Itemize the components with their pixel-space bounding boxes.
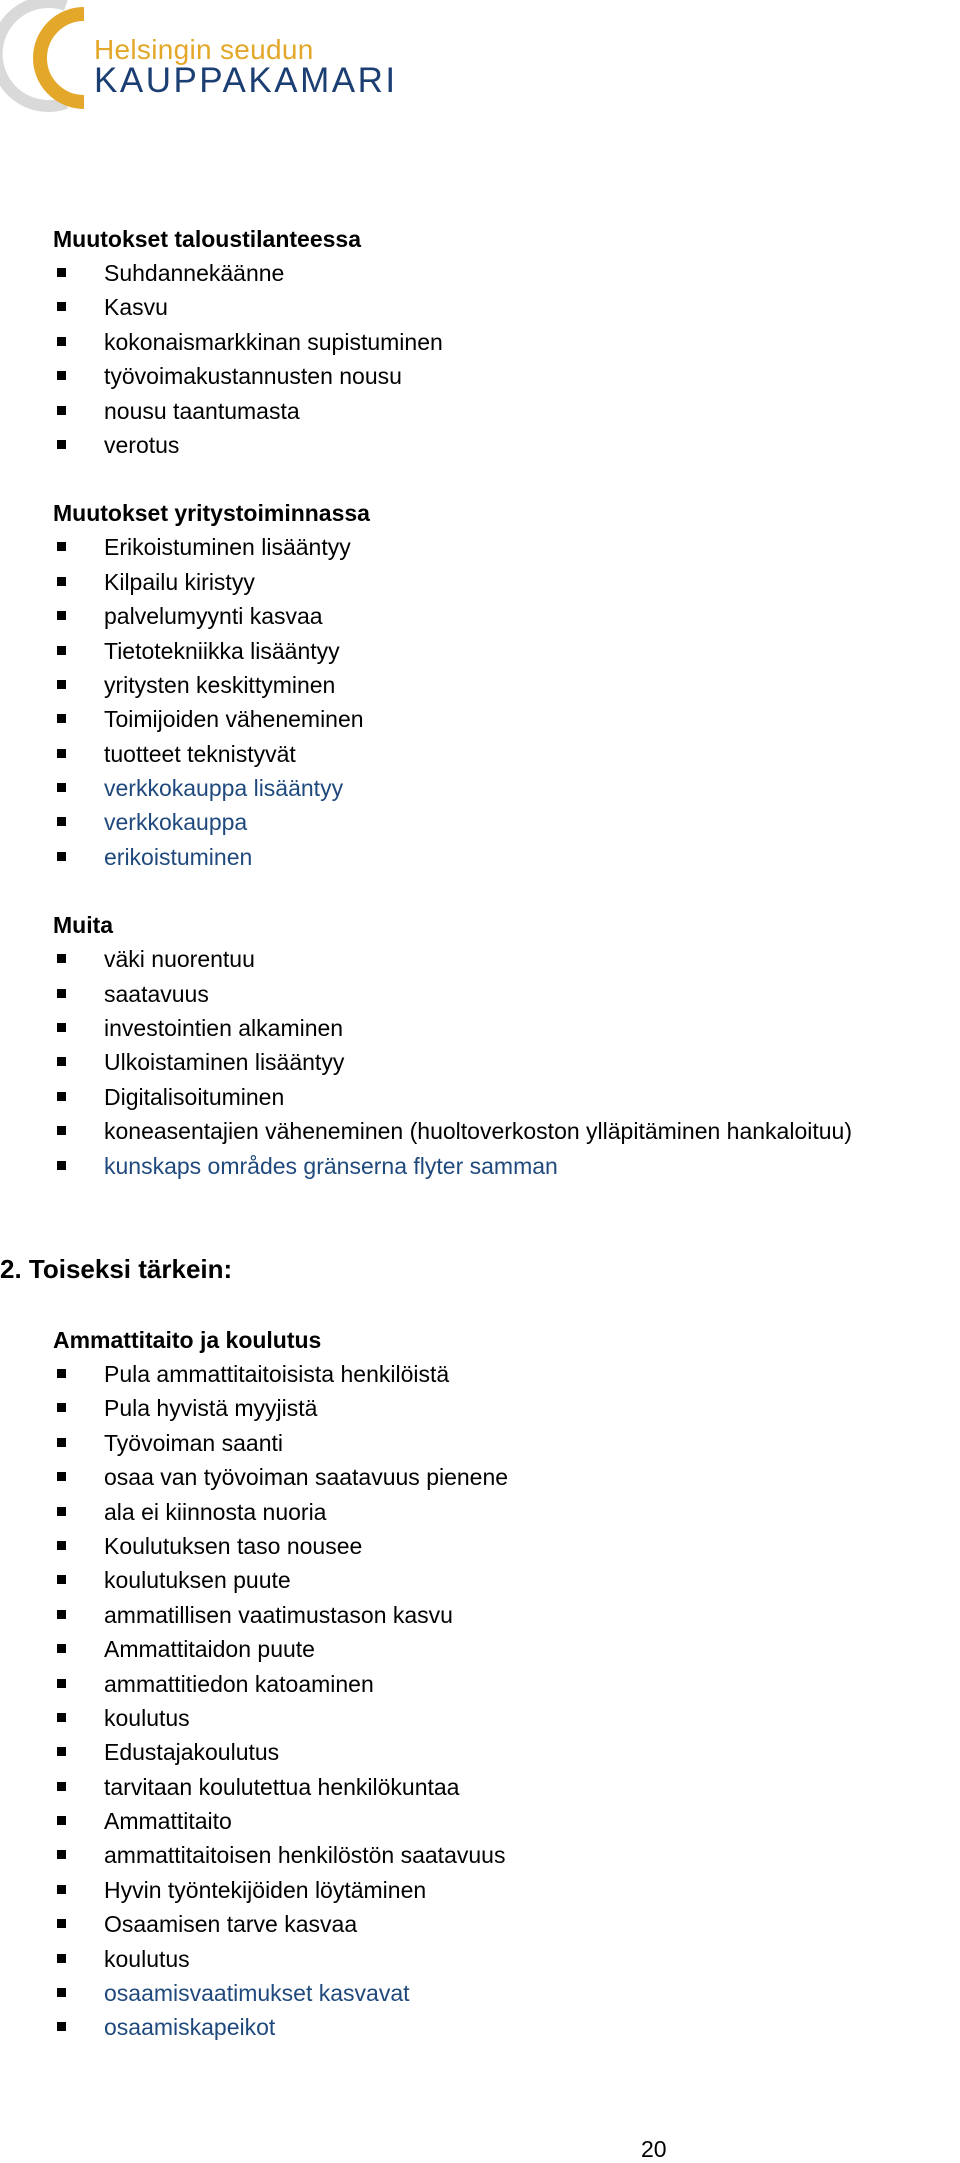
square-bullet-icon (57, 1369, 66, 1378)
list-item (53, 702, 953, 736)
square-bullet-icon (57, 989, 66, 998)
list-item (53, 977, 953, 1011)
list-item-text: investointien alkaminen (104, 1015, 344, 1042)
logo-text-line1: Helsingin seudun (94, 34, 314, 65)
list-item (53, 1529, 953, 1563)
list-item-text: Koulutuksen taso nousee (104, 1532, 363, 1559)
square-bullet-icon (57, 749, 66, 758)
list-item-text: Kilpailu kiristyy (104, 568, 255, 595)
square-bullet-icon (57, 852, 66, 861)
square-bullet-icon (57, 1126, 66, 1135)
section-title: Muutokset taloustilanteessa (53, 226, 362, 252)
square-bullet-icon (57, 1782, 66, 1791)
list-item-text: yritysten keskittyminen (104, 671, 336, 698)
square-bullet-icon (57, 1679, 66, 1688)
square-bullet-icon (57, 577, 66, 586)
square-bullet-icon (57, 1988, 66, 1997)
section-economic-changes (53, 222, 953, 462)
square-bullet-icon (57, 1575, 66, 1584)
square-bullet-icon (57, 1438, 66, 1447)
list-item (53, 530, 953, 564)
list-item (53, 1011, 953, 1045)
square-bullet-icon (57, 1092, 66, 1101)
list-item-text: työvoimakustannusten nousu (104, 363, 402, 390)
list-item (53, 942, 953, 976)
bullet-list (53, 530, 953, 874)
list-item (53, 668, 953, 702)
square-bullet-icon (57, 2022, 66, 2031)
square-bullet-icon (57, 1507, 66, 1516)
list-item-text: Edustajakoulutus (104, 1739, 280, 1766)
list-item (53, 1045, 953, 1079)
first-priority-content (53, 222, 953, 1183)
square-bullet-icon (57, 302, 66, 311)
list-item-text: verkkokauppa (104, 809, 248, 836)
square-bullet-icon (57, 1919, 66, 1928)
list-item-text: koneasentajien väheneminen (huoltoverkoston ylläpitäminen hankaloituu) (104, 1118, 852, 1145)
list-item (53, 840, 953, 874)
list-item (53, 2010, 953, 2044)
square-bullet-icon (57, 1403, 66, 1412)
square-bullet-icon (57, 783, 66, 792)
list-item-text: Erikoistuminen lisääntyy (104, 534, 351, 561)
list-item-text: osaamiskapeikot (104, 2014, 276, 2041)
square-bullet-icon (57, 440, 66, 449)
list-item-text: Pula ammattitaitoisista henkilöistä (104, 1361, 450, 1387)
square-bullet-icon (57, 1713, 66, 1722)
section-title: Ammattitaito ja koulutus (53, 1327, 322, 1353)
list-item (53, 1114, 953, 1148)
square-bullet-icon (57, 406, 66, 415)
list-item-text: ammattitaitoisen henkilöstön saatavuus (104, 1842, 506, 1869)
square-bullet-icon (57, 371, 66, 380)
list-item (53, 1460, 953, 1494)
square-bullet-icon (57, 337, 66, 346)
list-item-text: kokonaismarkkinan supistuminen (104, 328, 443, 355)
section-title: Muita (53, 912, 114, 939)
square-bullet-icon (57, 954, 66, 963)
bullet-list (53, 256, 953, 462)
list-item-text: Hyvin työntekijöiden löytäminen (104, 1876, 427, 1903)
page-number: 20 (641, 2136, 667, 2162)
list-item (53, 325, 953, 359)
list-item (53, 565, 953, 599)
list-item (53, 1667, 953, 1701)
square-bullet-icon (57, 1885, 66, 1894)
list-item (53, 1391, 953, 1425)
section-title: Muutokset yritystoiminnassa (53, 500, 370, 527)
list-item (53, 771, 953, 805)
logo-emblem (0, 0, 96, 120)
list-item (53, 1735, 953, 1769)
square-bullet-icon (57, 1161, 66, 1170)
section-business-changes (53, 496, 953, 874)
list-item (53, 428, 953, 462)
square-bullet-icon (57, 1816, 66, 1825)
list-item-text: Ammattitaito (104, 1808, 232, 1835)
square-bullet-icon (57, 1954, 66, 1963)
list-item (53, 1770, 953, 1804)
list-item-text: Digitalisoituminen (104, 1083, 285, 1110)
list-item-text: Tietotekniikka lisääntyy (104, 637, 340, 664)
section-other (53, 908, 953, 1183)
square-bullet-icon (57, 268, 66, 277)
list-item (53, 805, 953, 839)
square-bullet-icon (57, 1472, 66, 1481)
square-bullet-icon (57, 714, 66, 723)
list-item-text: palvelumyynti kasvaa (104, 603, 323, 630)
square-bullet-icon (57, 817, 66, 826)
list-item-text: ammattitiedon katoaminen (104, 1670, 374, 1697)
list-item-text: Ulkoistaminen lisääntyy (104, 1049, 345, 1076)
section-skills-training (53, 1323, 953, 2045)
square-bullet-icon (57, 611, 66, 620)
list-item-text: koulutus (104, 1704, 190, 1731)
list-item-text: erikoistuminen (104, 843, 253, 870)
bullet-list (53, 942, 953, 1183)
list-item-text: Osaamisen tarve kasvaa (104, 1911, 358, 1938)
list-item (53, 1357, 953, 1391)
list-item-text: nousu taantumasta (104, 397, 300, 424)
list-item-text: Suhdannekäänne (104, 260, 285, 286)
list-item (53, 1080, 953, 1114)
list-item (53, 1563, 953, 1597)
list-item-text: Ammattitaidon puute (104, 1636, 315, 1663)
list-item-text: ala ei kiinnosta nuoria (104, 1498, 327, 1525)
list-item (53, 1942, 953, 1976)
section-spacer (53, 462, 953, 496)
list-item (53, 1907, 953, 1941)
list-item-text: väki nuorentuu (104, 946, 255, 973)
square-bullet-icon (57, 1057, 66, 1066)
logo-text-line2: KAUPPAKAMARI (94, 61, 398, 100)
list-item-text: koulutus (104, 1945, 190, 1972)
list-item (53, 1426, 953, 1460)
list-item-text: tuotteet teknistyvät (104, 740, 296, 767)
list-item-text: Kasvu (104, 294, 168, 321)
list-item (53, 1632, 953, 1666)
list-item (53, 359, 953, 393)
list-item-text: osaamisvaatimukset kasvavat (104, 1980, 410, 2007)
list-item-text: Pula hyvistä myyjistä (104, 1395, 318, 1422)
square-bullet-icon (57, 1541, 66, 1550)
section-spacer (53, 874, 953, 908)
list-item (53, 290, 953, 324)
list-item (53, 1149, 953, 1183)
square-bullet-icon (57, 542, 66, 551)
list-item (53, 599, 953, 633)
square-bullet-icon (57, 680, 66, 689)
list-item (53, 634, 953, 668)
list-item (53, 1598, 953, 1632)
square-bullet-icon (57, 1850, 66, 1859)
list-item-text: kunskaps områdes gränserna flyter samman (104, 1152, 558, 1179)
list-item-text: osaa van työvoiman saatavuus pienene (104, 1464, 509, 1491)
chamber-logo (0, 0, 400, 120)
list-item (53, 737, 953, 771)
list-item-text: verotus (104, 431, 180, 458)
second-priority-heading: 2. Toiseksi tärkein: (0, 1254, 233, 1284)
bullet-list (53, 1357, 953, 2045)
list-item (53, 394, 953, 428)
list-item (53, 256, 953, 290)
square-bullet-icon (57, 1644, 66, 1653)
square-bullet-icon (57, 646, 66, 655)
list-item-text: koulutuksen puute (104, 1567, 291, 1594)
list-item-text: verkkokauppa lisääntyy (104, 775, 344, 802)
square-bullet-icon (57, 1023, 66, 1032)
list-item (53, 1838, 953, 1872)
list-item-text: tarvitaan koulutettua henkilökuntaa (104, 1773, 460, 1800)
list-item-text: ammatillisen vaatimustason kasvu (104, 1601, 453, 1628)
list-item (53, 1873, 953, 1907)
list-item-text: saatavuus (104, 980, 209, 1007)
list-item (53, 1976, 953, 2010)
square-bullet-icon (57, 1747, 66, 1756)
list-item (53, 1495, 953, 1529)
square-bullet-icon (57, 1610, 66, 1619)
list-item (53, 1701, 953, 1735)
list-item (53, 1804, 953, 1838)
list-item-text: Työvoiman saanti (104, 1429, 283, 1456)
second-priority-content (53, 1323, 953, 2045)
list-item-text: Toimijoiden väheneminen (104, 706, 364, 733)
